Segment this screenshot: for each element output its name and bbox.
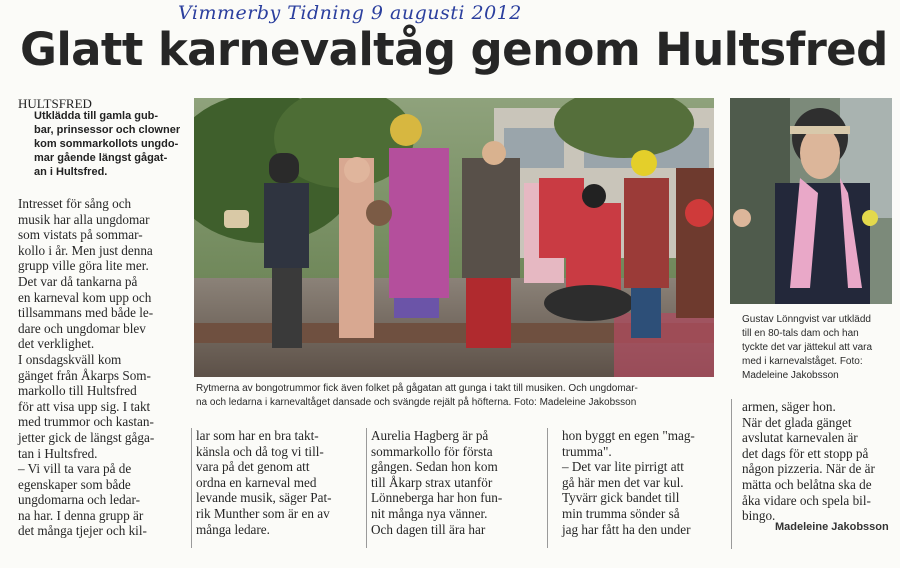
carnival-parade-photo — [194, 98, 714, 377]
column-rule — [731, 399, 732, 549]
headline: Glatt karnevaltåg genom Hultsfred — [20, 23, 888, 76]
byline: Madeleine Jakobsson — [775, 521, 889, 533]
article-column-4: hon byggt en egen "mag- trumma". – Det var lite pirrigt att gå här men det var kul. Tyvärr gick bandet till min trumma sönder så jag har fått ha den under — [562, 428, 695, 537]
lead-paragraph: Utklädda till gamla gub- bar, prinsessor och clowner kom sommarkollots ungdo- mar gående längst gågat- an i Hultsfred. — [34, 110, 181, 178]
handwritten-source-note: Vimmerby Tidning 9 augusti 2012 — [178, 2, 522, 24]
article-column-2: lar som har en bra takt- känsla och då tog vi till- vara på det genom att ordna en karneval med levande musik, säger Pat- rik Munther som är en av många ledare. — [196, 428, 332, 537]
main-photo — [194, 98, 714, 377]
column-rule — [547, 428, 548, 548]
column-rule — [191, 428, 192, 548]
article-column-3: Aurelia Hagberg är på sommarkollo för första gången. Sedan hon kom till Åkarp strax utanför Lönneberga har hon fun- nit många nya vänner. Och dagen till ära har — [371, 428, 503, 537]
side-photo-caption: Gustav Lönngvist var utklädd till en 80-tals dam och han tyckte det var jättekul att vara med i karnevalståget. Foto: Madeleine Jakobsson — [742, 314, 873, 381]
side-photo — [730, 98, 892, 304]
main-photo-caption: Rytmerna av bongotrummor fick även folket på gågatan att gunga i takt till musiken. Och ungdomar- na och ledarna i karnevaltåget dansade och svängde rejält på höfterna. Foto: Madeleine Jakobsson — [196, 383, 638, 408]
article-column-5: armen, säger hon. När det glada gänget avslutat karnevalen är det dags för ett stopp på någon pizzeria. När de är mätta och belåtna ska de åka vidare och spela bil- bingo. — [742, 399, 875, 524]
dateline: HULTSFRED — [18, 96, 92, 111]
costumed-youth-portrait — [730, 98, 892, 304]
column-rule — [366, 428, 367, 548]
article-column-1: Intresset för sång och musik har alla ungdomar som vistats på sommar- kollo i år. Men just denna grupp ville göra lite mer. Det var då tankarna på en karneval kom upp och tillsammans med både le- dare och ungdomar blev det verklighet. I onsdagskväll kom gänget från Åkarps Som- markollo till Hultsfred för att visa upp sig. I takt med trummor och kastan- jetter gick de längst gåga- tan i Hultsfred. – Vi vill ta vara på de egenskaper som både ungdomarna och ledar- na har. I denna grupp är det många tjejer och kil- — [18, 196, 155, 539]
